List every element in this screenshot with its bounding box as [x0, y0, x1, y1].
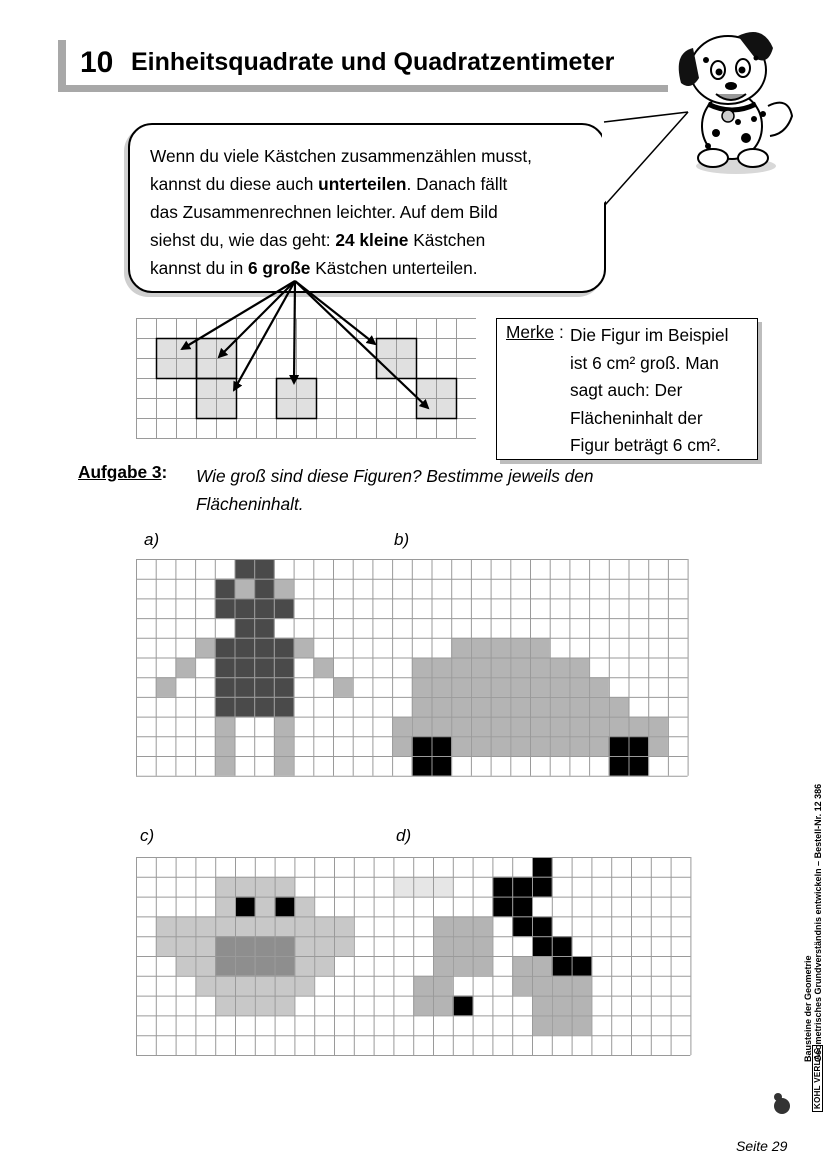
figures-grid-ab: [136, 559, 693, 779]
grid-cell: [393, 877, 413, 897]
grid-cell: [629, 736, 649, 756]
grid-cell: [492, 877, 512, 897]
grid-cell: [215, 658, 235, 678]
grid-cell: [255, 956, 275, 976]
grid-cell: [491, 677, 511, 697]
grid-cell: [471, 736, 491, 756]
grid-cell: [195, 638, 215, 658]
grid-cell: [215, 877, 235, 897]
grid-cell: [314, 936, 334, 956]
grid-cell: [532, 857, 552, 877]
grid-cell: [215, 756, 235, 776]
grid-cell: [512, 956, 532, 976]
grid-cell: [294, 936, 314, 956]
grid-cell: [334, 936, 354, 956]
grid-cell: [550, 717, 570, 737]
grid-cell: [589, 736, 609, 756]
grid-cell: [235, 936, 255, 956]
merke-label: Merke: [506, 322, 555, 342]
grid-cell: [453, 996, 473, 1016]
grid-cell: [412, 736, 432, 756]
grid-cell: [550, 658, 570, 678]
grid-cell: [254, 658, 274, 678]
grid-cell: [215, 598, 235, 618]
grid-cell: [294, 897, 314, 917]
grid-cell: [215, 996, 235, 1016]
grid-cell: [313, 658, 333, 678]
grid-cell: [589, 717, 609, 737]
figure-label-a: a): [144, 530, 160, 549]
grid-cell: [235, 877, 255, 897]
grid-cell: [471, 638, 491, 658]
grid-cell: [176, 936, 196, 956]
grid-cell: [433, 996, 453, 1016]
grid-cell: [275, 996, 295, 1016]
grid-cell: [433, 956, 453, 976]
grid-cell: [255, 936, 275, 956]
grid-cell: [274, 677, 294, 697]
grid-cell: [471, 677, 491, 697]
merke-text: Die Figur im Beispiel ist 6 cm² groß. Man sagt auch: Der Flächeninhalt der Figur beträgt 6 cm².: [570, 325, 729, 455]
grid-cell: [275, 976, 295, 996]
grid-cell: [512, 976, 532, 996]
grid-cell: [471, 697, 491, 717]
grid-cell: [569, 717, 589, 737]
grid-cell: [274, 756, 294, 776]
grid-cell: [451, 638, 471, 658]
chapter-number: 10: [80, 46, 114, 79]
grid-cell: [510, 717, 530, 737]
grid-cell: [195, 976, 215, 996]
grid-cell: [572, 1015, 592, 1035]
grid-cell: [215, 677, 235, 697]
arrow: [234, 281, 295, 390]
grid-cell: [235, 996, 255, 1016]
grid-cell: [510, 677, 530, 697]
grid-cell: [432, 756, 452, 776]
grid-cell: [156, 677, 176, 697]
grid-cell: [629, 717, 649, 737]
grid-cell: [235, 658, 255, 678]
grid-cell: [569, 658, 589, 678]
grid-cell: [294, 956, 314, 976]
grid-cell: [235, 697, 255, 717]
grid-cell: [254, 697, 274, 717]
grid-cell: [473, 916, 493, 936]
grid-cell: [471, 658, 491, 678]
grid-cell: [274, 638, 294, 658]
grid-cell: [530, 658, 550, 678]
grid-cell: [215, 936, 235, 956]
grid-cell: [609, 717, 629, 737]
grid-cell: [274, 717, 294, 737]
grid-cell: [491, 638, 511, 658]
grid-cell: [433, 916, 453, 936]
grid-cell: [530, 736, 550, 756]
grid-cell: [569, 677, 589, 697]
grid-cell: [235, 598, 255, 618]
grid-cell: [510, 736, 530, 756]
grid-cell: [473, 936, 493, 956]
grid-cell: [532, 956, 552, 976]
grid-cell: [530, 717, 550, 737]
grid-cell: [215, 916, 235, 936]
grid-cell: [275, 956, 295, 976]
grid-cell: [550, 736, 570, 756]
grid-cell: [648, 717, 668, 737]
grid-cell: [392, 717, 412, 737]
grid-cell: [530, 697, 550, 717]
grid-cell: [235, 916, 255, 936]
grid-cell: [254, 677, 274, 697]
grid-cell: [215, 697, 235, 717]
grid-cell: [432, 717, 452, 737]
grid-cell: [195, 916, 215, 936]
grid-cell: [550, 677, 570, 697]
grid-cell: [552, 936, 572, 956]
grid-cell: [215, 956, 235, 976]
grid-cell: [453, 956, 473, 976]
grid-cell: [492, 897, 512, 917]
grid-cell: [473, 956, 493, 976]
bubble-text: Wenn du viele Kästchen zusammenzählen musst, kannst du diese auch unterteilen. Danach fällt das Zusammenrechnen leichter. Auf dem Bild siehst du, wie das geht: 24 kleine Kästchen kannst du in 6 große Kästchen unterteilen.: [150, 146, 532, 278]
grid-cell: [491, 736, 511, 756]
grid-cell: [215, 976, 235, 996]
grid-cell: [412, 697, 432, 717]
grid-cell: [532, 936, 552, 956]
grid-cell: [512, 916, 532, 936]
grid-cell: [275, 916, 295, 936]
grid-cell: [254, 559, 274, 579]
grid-cell: [294, 638, 314, 658]
arrow: [294, 281, 295, 383]
grid-cell: [314, 956, 334, 976]
grid-cell: [412, 677, 432, 697]
grid-cell: [413, 976, 433, 996]
grid-cell: [432, 736, 452, 756]
grid-cell: [569, 736, 589, 756]
grid-cell: [451, 677, 471, 697]
grid-cell: [176, 956, 196, 976]
grid-cell: [471, 717, 491, 737]
grid-cell: [156, 936, 176, 956]
grid-cell: [451, 736, 471, 756]
task-label: Aufgabe 3:: [78, 462, 168, 482]
grid-cell: [552, 976, 572, 996]
grid-cell: [550, 697, 570, 717]
grid-cell: [254, 579, 274, 599]
grid-cell: [274, 697, 294, 717]
grid-cell: [552, 956, 572, 976]
grid-cell: [432, 677, 452, 697]
grid-cell: [156, 916, 176, 936]
grid-cell: [629, 756, 649, 776]
grid-cell: [572, 996, 592, 1016]
grid-cell: [255, 976, 275, 996]
grid-cell: [235, 618, 255, 638]
grid-cell: [512, 877, 532, 897]
grid-cell: [235, 677, 255, 697]
grid-cell: [589, 677, 609, 697]
grid-cell: [413, 877, 433, 897]
grid-cell: [532, 877, 552, 897]
grid-cell: [510, 638, 530, 658]
grid-cell: [254, 618, 274, 638]
grid-cell: [552, 1015, 572, 1035]
figures-grid-cd: [136, 857, 696, 1057]
grid-cell: [294, 976, 314, 996]
grid-cell: [215, 638, 235, 658]
grid-cell: [235, 956, 255, 976]
grid-cell: [491, 717, 511, 737]
grid-cell: [532, 916, 552, 936]
arrow: [295, 281, 375, 344]
grid-cell: [294, 916, 314, 936]
grid-cell: [235, 897, 255, 917]
grid-cell: [275, 897, 295, 917]
grid-cell: [609, 756, 629, 776]
grid-cell: [333, 677, 353, 697]
grid-cell: [274, 736, 294, 756]
grid-cell: [412, 756, 432, 776]
grid-cell: [255, 897, 275, 917]
grid-cell: [215, 579, 235, 599]
grid-cell: [274, 598, 294, 618]
grid-cell: [433, 877, 453, 897]
grid-cell: [275, 877, 295, 897]
grid-cell: [255, 877, 275, 897]
grid-cell: [532, 1015, 552, 1035]
task-text: Wie groß sind diese Figuren? Bestimme jeweils den Flächeninhalt.: [196, 466, 594, 514]
grid-cell: [412, 658, 432, 678]
grid-cell: [235, 559, 255, 579]
grid-cell: [215, 897, 235, 917]
grid-cell: [215, 736, 235, 756]
grid-cell: [175, 658, 195, 678]
grid-cell: [412, 717, 432, 737]
figure-label-d: d): [396, 826, 412, 845]
merke-colon: :: [559, 322, 564, 342]
grid-cell: [532, 996, 552, 1016]
grid-cell: [451, 658, 471, 678]
grid-cell: [453, 936, 473, 956]
grid-cell: [195, 936, 215, 956]
grid-cell: [392, 736, 412, 756]
grid-cell: [572, 956, 592, 976]
grid-cell: [334, 916, 354, 936]
figure-label-b: b): [394, 530, 410, 549]
arrow: [295, 281, 428, 408]
grid-cell: [491, 697, 511, 717]
grid-cell: [569, 697, 589, 717]
grid-cell: [530, 677, 550, 697]
grid-cell: [532, 976, 552, 996]
side-imprint: Bausteine der Geometrie Geometrisches Grundverständnis entwickeln – Bestell-Nr. 12 386: [803, 783, 823, 1062]
grid-cell: [254, 598, 274, 618]
grid-cell: [275, 936, 295, 956]
grid-cell: [609, 697, 629, 717]
grid-cell: [413, 996, 433, 1016]
page-title: Einheitsquadrate und Quadratzentimeter: [131, 48, 615, 76]
grid-cell: [512, 897, 532, 917]
grid-cell: [510, 697, 530, 717]
grid-cell: [195, 956, 215, 976]
figure-label-c: c): [140, 826, 155, 845]
grid-cell: [530, 638, 550, 658]
grid-cell: [235, 638, 255, 658]
grid-cell: [235, 976, 255, 996]
grid-cell: [433, 976, 453, 996]
grid-cell: [432, 697, 452, 717]
grid-cell: [572, 976, 592, 996]
grid-cell: [648, 736, 668, 756]
publisher-name: KOHL VERLAG: [812, 1045, 823, 1112]
page-number: Seite 29: [736, 1138, 788, 1154]
grid-cell: [314, 916, 334, 936]
grid-cell: [432, 658, 452, 678]
grid-cell: [451, 697, 471, 717]
grid-cell: [510, 658, 530, 678]
publisher-logo-icon: [772, 1090, 802, 1118]
grid-cell: [254, 638, 274, 658]
grid-cell: [176, 916, 196, 936]
grid-cell: [609, 736, 629, 756]
grid-cell: [274, 579, 294, 599]
grid-cell: [255, 916, 275, 936]
grid-cell: [451, 717, 471, 737]
grid-cell: [589, 697, 609, 717]
grid-cell: [274, 658, 294, 678]
grid-cell: [453, 916, 473, 936]
grid-cell: [491, 658, 511, 678]
grid-cell: [215, 717, 235, 737]
grid-cell: [255, 996, 275, 1016]
grid-cell: [552, 996, 572, 1016]
grid-cell: [235, 579, 255, 599]
grid-cell: [433, 936, 453, 956]
